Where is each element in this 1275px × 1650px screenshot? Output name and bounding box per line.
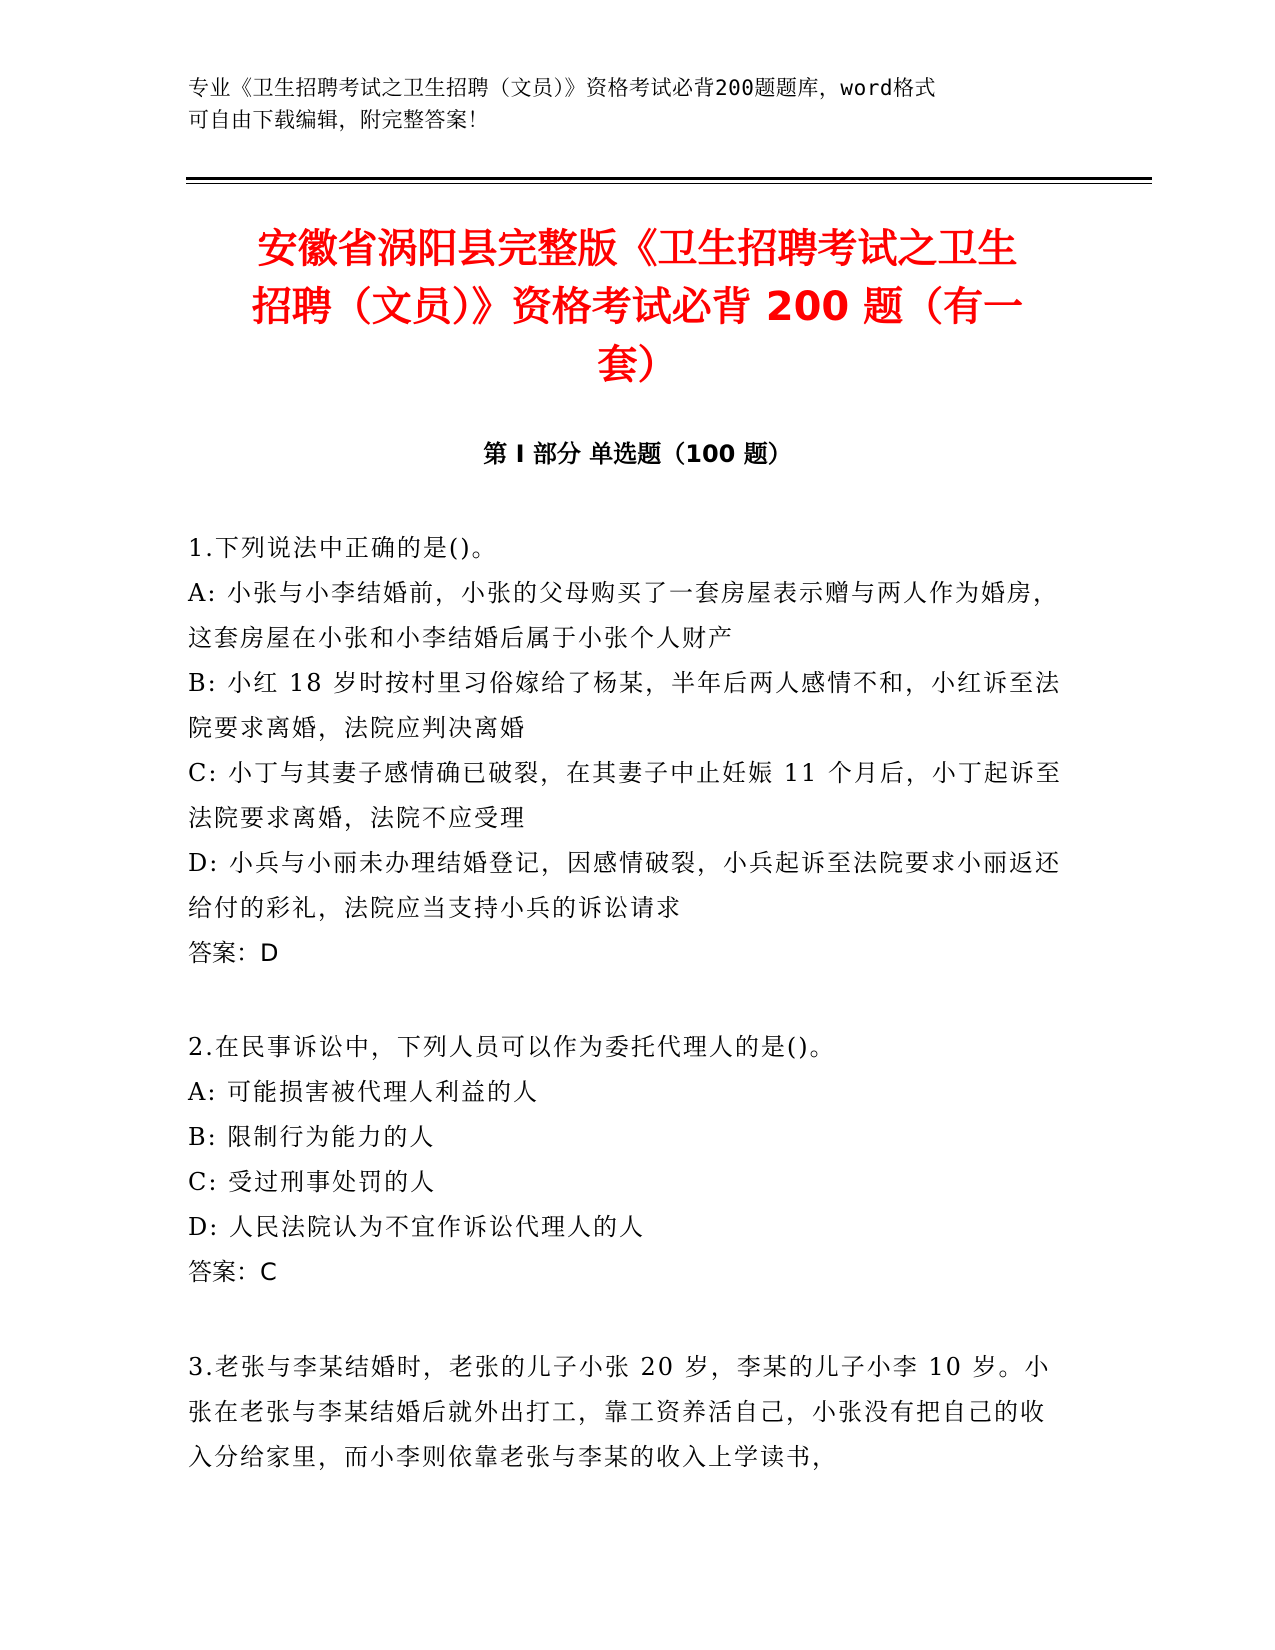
- question-1: [188, 526, 1068, 976]
- option-d: D: 人民法院认为不宜作诉讼代理人的人: [188, 1213, 645, 1241]
- option-c: C: 受过刑事处罚的人: [188, 1168, 437, 1196]
- question-stem: 2.在民事诉讼中，下列人员可以作为委托代理人的是()。: [188, 1033, 836, 1061]
- section-title: 第 I 部分 单选题（100 题）: [483, 440, 792, 468]
- document-title: [190, 220, 1085, 394]
- option-c: C: 小丁与其妻子感情确已破裂，在其妻子中止妊娠 11 个月后，小丁起诉至法院要求离婚，法院不应受理: [188, 759, 1062, 832]
- answer-line: 答案：C: [188, 1258, 277, 1286]
- option-b: B: 小红 18 岁时按村里习俗嫁给了杨某，半年后两人感情不和，小红诉至法院要求离婚，法院应判决离婚: [188, 669, 1062, 742]
- header-note: [188, 72, 1068, 136]
- header-rule-thick: [186, 177, 1152, 180]
- title-line-1: 安徽省涡阳县完整版《卫生招聘考试之卫生: [257, 226, 1018, 272]
- question-2: [188, 1025, 1068, 1295]
- title-line-3: 套）: [597, 342, 678, 388]
- header-note-line-2: 可自由下载编辑，附完整答案！: [188, 108, 489, 132]
- option-a: A: 可能损害被代理人利益的人: [188, 1078, 540, 1106]
- option-b: B: 限制行为能力的人: [188, 1123, 436, 1151]
- header-rule-thin: [186, 183, 1152, 184]
- question-3: [188, 1345, 1068, 1480]
- question-stem: 1.下列说法中正确的是()。: [188, 534, 498, 562]
- option-d: D: 小兵与小丽未办理结婚登记，因感情破裂，小兵起诉至法院要求小丽返还给付的彩礼，法院应当支持小兵的诉讼请求: [188, 849, 1061, 922]
- title-line-2: 招聘（文员）》资格考试必背 200 题（有一: [251, 284, 1024, 330]
- answer-line: 答案：D: [188, 939, 279, 967]
- question-stem: 3.老张与李某结婚时，老张的儿子小张 20 岁，李某的儿子小李 10 岁。小张在老张与李某结婚后就外出打工，靠工资养活自己，小张没有把自己的收入分给家里，而小李则依靠老张与李某的收入上学读书，: [188, 1353, 1051, 1471]
- header-note-line-1: 专业《卫生招聘考试之卫生招聘（文员）》资格考试必背200题题库，word格式: [188, 76, 936, 100]
- option-a: A: 小张与小李结婚前，小张的父母购买了一套房屋表示赠与两人作为婚房，这套房屋在小张和小李结婚后属于小张个人财产: [188, 579, 1060, 652]
